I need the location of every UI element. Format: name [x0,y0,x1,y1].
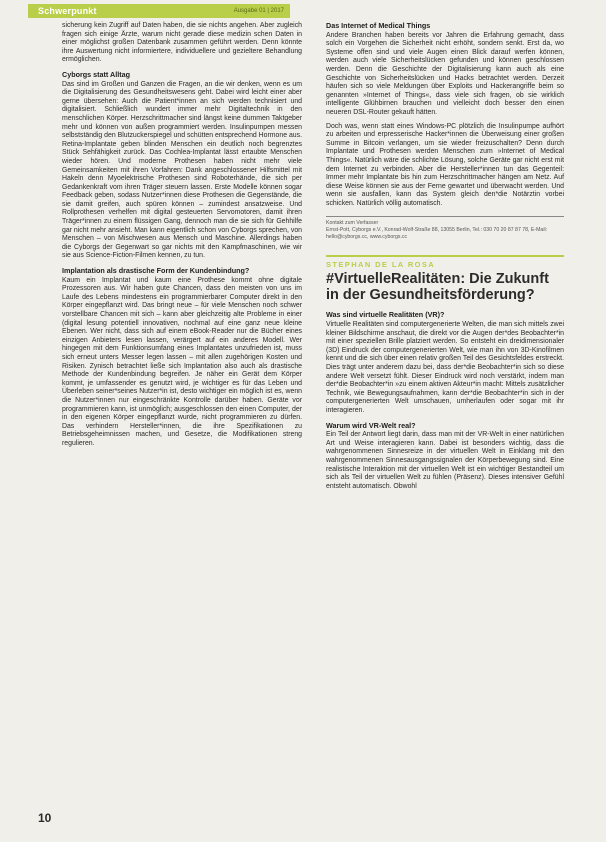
section-text-implantation: Kaum ein Implantat und kaum eine Prothese kommt ohne digitale Prozessoren aus. Wir haben gute Chancen, dass den meisten von uns im Laufe des Lebens mindestens ein programmierbarer Computer direkt in den Körper eingepflanzt wird. Das bringt neue – für viele Menschen noch schwer vorstellbare Chancen mit sich – kann aber gleichzeitig alte Probleme in einer (digital lesung potentiell innovativen, nochmal auf eine ganz neue kleine Ebenen. Wer nicht, dass sich auf einem eBook-Reader nur die Bücher eines einzigen Anbieters lesen lassen, verärgert auf ein anderes Modell. Wer hingegen mit dem Funktionsumfang eines Implantates unzufrieden ist, muss sich erneut unters Messer legen lassen – mit allen zugehörigen Kosten und Risiken. Zynisch betrachtet ließe sich Implantation also auch als drastische Methode der Kundenbindung begreifen. Je näher ein Gerät dem Körper kommt, je umfassender es genutzt wird, je wichtiger es für das Leben und Überleben seiner*seines Nutzer*in ist, desto wichtiger ein möglich ist es, wenn die Nutzer*innen nur eingeschränkte Kontrolle darüber haben. Geräte vor programmieren kann, ist unmöglich; ausgeschlossen den einen Computer, der in den eigenen Körper eingepflanzt wurde, nicht programmieren zu dürfen. Das verhindern Hersteller*innen, die ihre Spezifikationen zu Betriebsgeheimnissen machen, und Gesetze, die Modifikationen streng regulieren. [62,276,302,447]
author-contact-label: Kontakt zum Verfasser [326,220,379,227]
section-title: Schwerpunkt [38,6,97,16]
section-heading-iomt: Das Internet of Medical Things [326,21,431,30]
page-number: 10 [38,811,52,825]
article-title: #VirtuelleRealitäten: Die Zukunft in der Gesundheitsförderung? [326,271,549,304]
section-heading-vr: Was sind virtuelle Realitäten (VR)? [326,310,445,320]
right-column [326,22,564,496]
section-text-iomt-2: Doch was, wenn statt eines Windows-PC plötzlich die Insulinpumpe aufhört zu arbeiten und erpresserische Hacker*innen die Überweisung einer großen Summe in Bitcoin verlangen, um sie wieder freizuschalten? Denn durch Implantate und Prothesen werden Menschen zum »Internet of Medical Things«. Natürlich wäre die schlichte Lösung, solche Geräte gar nicht erst mit dem Internet zu verbinden. Aber die Hersteller*innen tun das Gegenteil: Immer mehr Implantate bis hin zum Herzschrittmacher hängen am Netz. Auf diese Weise können sie aus der Ferne gewartet und überwacht werden. Und wenn sie ausfallen, kann das System gleich den*die Notärztin vorbei schicken. Natürlich völlig automatisch. [326,122,564,207]
section-heading-implantation: Implantation als drastische Form der Kundenbindung? [62,266,250,276]
article-divider [326,255,564,303]
section-text-iomt: Andere Branchen haben bereits vor Jahren die Erfahrung gemacht, dass solch ein Vorgehen die Sicherheit nicht erhöht, sondern senkt. Erst da, wo Systeme offen sind und viele Augen einen Blick darauf werfen können, werden auch viele Sicherheitslücken gefunden und können geschlossen werden. Denn die Geschichte der Digitalisierung kann auch als eine Geschichte von Sicherheitslücken und Hacks betrachtet werden. Derzeit häufen sich so viele Meldungen über Exploits und Hackerangriffe beim so genannten »Internet of Things«, dass viele sich fragen, ob sie wirklich intelligente Glühbirnen brauchen und vielleicht doch besser den einen neueren DSL-Router gekauft hätten. [326,31,564,116]
section-text-cyborgs: Das sind im Großen und Ganzen die Fragen, an die wir denken, wenn es um die Digitalisierung des Gesundheitswesens geht. Dabei wird leicht einer aber gerne übersehen: Auch die Patient*innen an sich werden technisiert und digitalisiert. Schließlich wundert immer mehr Digitaltechnik in den menschlichen Körper. Herzschrittmacher sind längst keine dummen Taktgeber mehr und können von außen programmiert werden. Insulinpumpen messen selbstständig den Blutzuckerspiegel und schütten entsprechend Hormone aus. Retina-Implantate geben blinden Menschen ein deutlich noch begrenztes Stück Sehfähigkeit zurück. Das Cochlea-Implantat lässt ertaubte Menschen wieder hören. Und moderne Prothesen haben nicht mehr viele Gemeinsamkeiten mit ihren Vorfahren: Dank angeschlossener Hilfsmittel mit Hakeln denn Myoelektrische Prothesen sind Roboterhände, die sich per Gedankenkraft vom ihren Träger steuern lassen. Erste Modelle können sogar Feedback geben, sodass Nutzer*innen diese Prothesen die Gegenstände, die sie damit greifen, auch spüren können – zumindest ansatzweise. Und Rollprothesen verhelfen mit digital gesteuerten Servomotoren, damit ihren Träger*innen zu einem flüssigen Gang, dennoch man die sie sich für Gehhilfe gar nicht mehr ansieht. Man kann eigentlich schon von Cyborgs sprechen, von Menschen – von Mischwesen aus Mensch und Maschine. Allerdings haben die Cyborgs der Gegenwart so gar nichts mit den Kampfmaschinen, wie wir sie aus Science-Fiction-Filmen kennen, zu tun. [62,80,302,260]
article-author: STEPHAN DE LA ROSA [326,260,436,270]
left-column [62,22,302,454]
section-heading-vr-real: Warum wird VR-Welt real? [326,420,416,430]
issue-label: Ausgabe 01 | 2017 [233,8,284,14]
author-contact-details: Ernst-Pott, Cyborgs e.V., Konrad-Wolf-Straße 88, 13055 Berlin, Tel.: 030 70 20 87 87 78, E-Mail: hello@cyborgs.cc, www.cyborgs.cc [326,227,548,241]
section-text-vr-real: Ein Teil der Antwort liegt darin, dass man mit der VR-Welt in einer natürlichen Art und Weise interagieren kann. Dabei ist besonders wichtig, dass die wahrgenommenen Sinnesreize in der virtuellen Welt in Einklang mit den wahrgenommenen Sinnesausgangssignalen der Körperbewegung sind. Eine realistische Interaktion mit der virtuellen Welt ist ein wichtiger Bestandteil um sich als Teil der virtuellen Welt zu fühlen (Präsenz). Dieses intensiver Gefühl entsteht automatisch. Obwohl [326,431,564,490]
section-heading-cyborgs: Cyborgs statt Alltag [62,69,131,79]
intro-paragraph: sicherung kein Zugriff auf Daten haben, die sie nichts angehen. Aber zugleich fragen sich einige Ärzte, warum nicht gerade diese medizin schen Daten in einer möglichst großen Datenbank zusammen geführt werden. Denn könnte ihre Auswertung nicht informiertere, individuellere und gezieltere Behandlung ermöglichen. [62,22,302,64]
author-contact-box [326,216,564,241]
section-header-bar [28,4,290,18]
section-text-vr: Virtuelle Realitäten sind computergenerierte Welten, die man sich mittels zwei kleiner Bildschirme anschaut, die direkt vor die Augen der*des Beobachter*in mit einer speziellen Brille platziert werden. So entsteht ein dreidimensionaler (3D) Eindruck der computergenerierten Welt, wie man ihn von 3D-Kinofilmen kennt und die sich über einen relativ großen Teil des Gesichtsfeldes erstreckt. Dies trägt unter anderem dazu bei, dass der*die Beobachter*in sich so diese andere Welt versetzt fühlt. Dieser Eindruck wird noch verstärkt, indem man der*die Beobachter*in »zu einem aktiven Akteur*in macht: Mittels zusätzlicher Technik, wie Bewegungsaufnahmen, kann der*die Beobachter*in sich in der computergenerierten Welt umschauen, umherlaufen oder sogar mit ihr interagieren. [326,321,564,414]
